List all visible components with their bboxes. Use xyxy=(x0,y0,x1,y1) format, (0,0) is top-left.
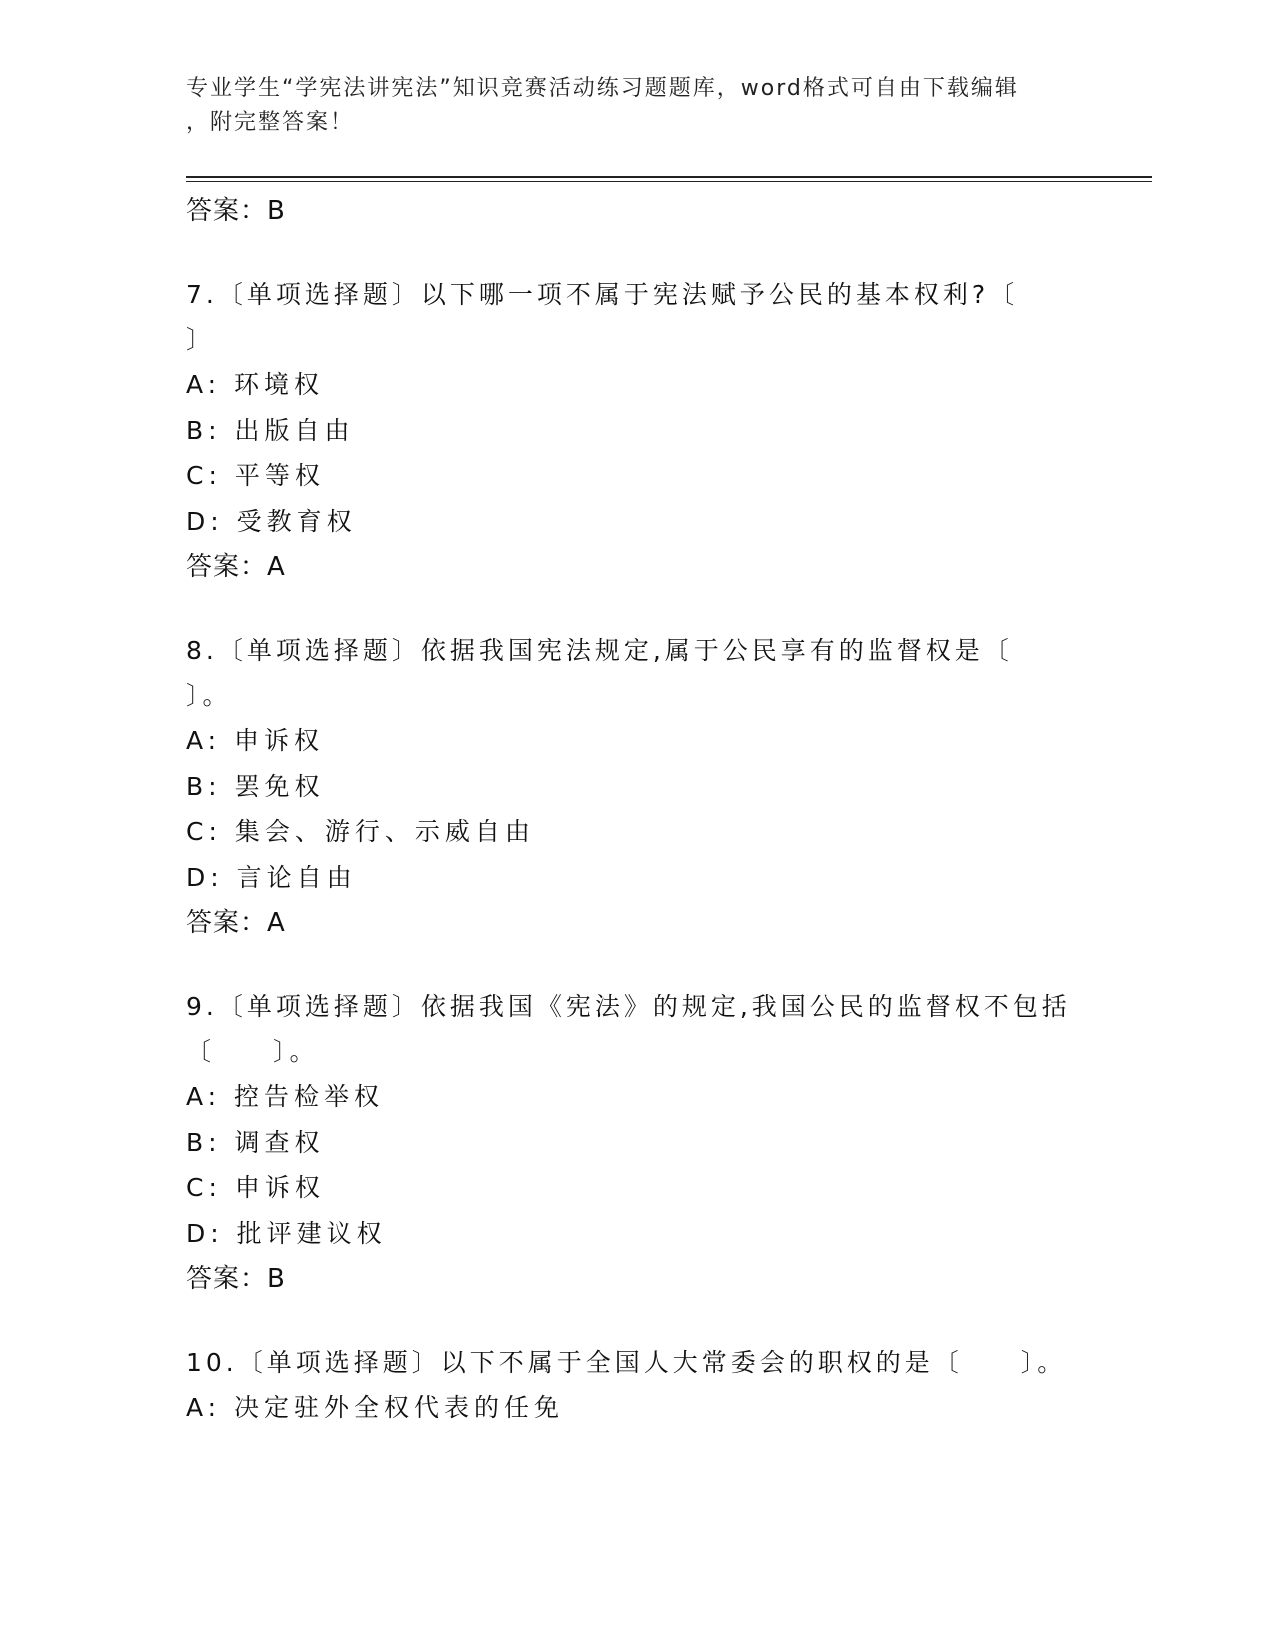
option-b: B: 出版自由 xyxy=(186,415,355,445)
option-c: C: 申诉权 xyxy=(186,1173,325,1202)
option-a: A: 控告检举权 xyxy=(186,1082,385,1111)
option-c: C: 集会、游行、示威自由 xyxy=(186,817,535,846)
option-d: D: 批评建议权 xyxy=(186,1218,387,1248)
question-text-line1: 7.〔单项选择题〕以下哪一项不属于宪法赋予公民的基本权利?〔 xyxy=(186,280,1019,309)
question-text-line2: 〕。 xyxy=(186,681,232,710)
option-b: B: 罢免权 xyxy=(186,771,325,801)
header-title-line2: ，附完整答案！ xyxy=(186,110,355,135)
question-text-line2: 〕 xyxy=(186,325,216,354)
option-a: A: 环境权 xyxy=(186,370,325,399)
answer-line: 答案：B xyxy=(186,196,286,226)
question-block-7 xyxy=(186,272,1152,590)
answer-line: 答案：A xyxy=(186,908,286,938)
question-text-line1: 10.〔单项选择题〕以下不属于全国人大常委会的职权的是〔 〕。 xyxy=(186,1348,1067,1377)
question-text xyxy=(186,984,1152,1074)
option-d: D: 受教育权 xyxy=(186,506,357,536)
option-d: D: 言论自由 xyxy=(186,862,357,892)
question-text-line1: 9.〔单项选择题〕依据我国《宪法》的规定,我国公民的监督权不包括 xyxy=(186,992,1071,1021)
page-header xyxy=(186,72,1086,140)
question-text-line1: 8.〔单项选择题〕依据我国宪法规定,属于公民享有的监督权是〔 xyxy=(186,636,1013,665)
header-divider-thick xyxy=(186,176,1152,178)
question-text xyxy=(186,272,1152,362)
question-list xyxy=(186,188,1152,1431)
question-text xyxy=(186,628,1152,718)
header-divider-thin xyxy=(186,181,1152,182)
answer-line: 答案：A xyxy=(186,552,286,582)
answer-line: 答案：B xyxy=(186,1264,286,1294)
option-a: A: 决定驻外全权代表的任免 xyxy=(186,1393,565,1422)
question-block-8 xyxy=(186,628,1152,946)
question-text xyxy=(186,1340,1152,1385)
option-b: B: 调查权 xyxy=(186,1127,325,1157)
question-block-9 xyxy=(186,984,1152,1302)
question-block-10 xyxy=(186,1340,1152,1431)
option-a: A: 申诉权 xyxy=(186,726,325,755)
option-c: C: 平等权 xyxy=(186,461,325,490)
header-title-line1: 专业学生“学宪法讲宪法”知识竞赛活动练习题题库，word格式可自由下载编辑 xyxy=(186,76,1019,101)
question-text-line2: 〔 〕。 xyxy=(186,1037,319,1066)
